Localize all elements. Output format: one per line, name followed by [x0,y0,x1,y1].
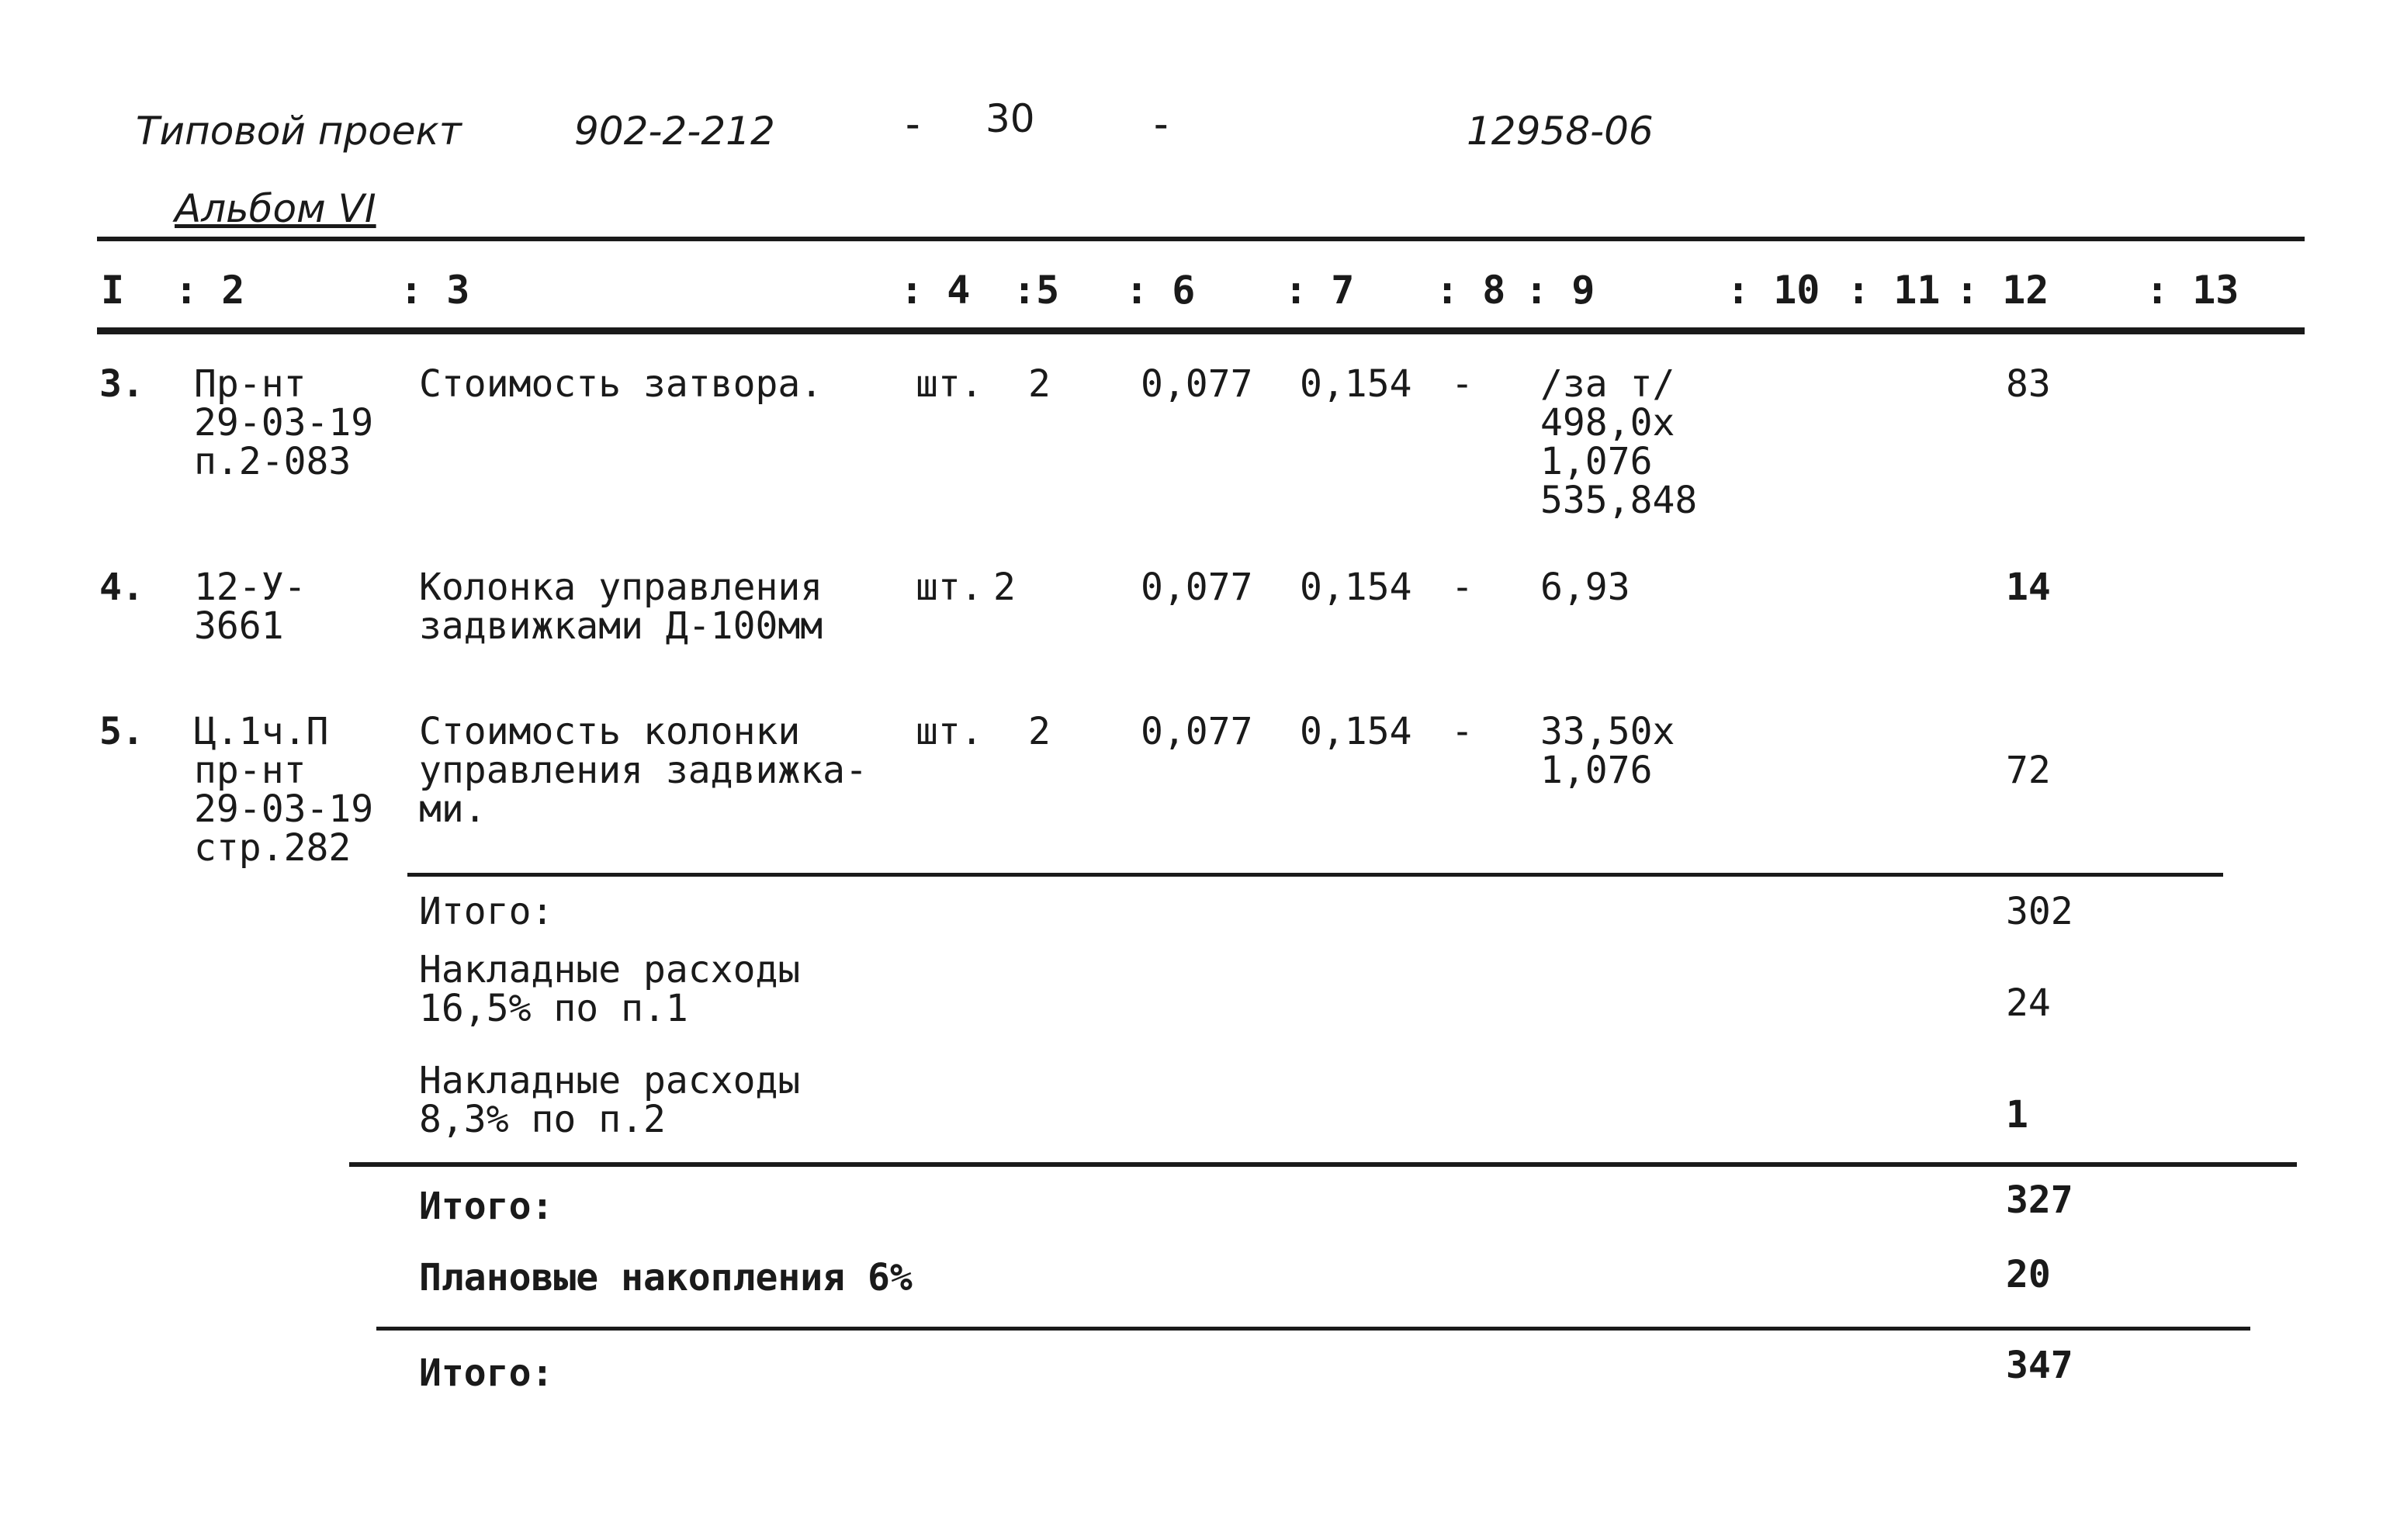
summary-label: Итого: [419,1351,554,1395]
row-col7: 0,154 [1300,566,1412,609]
row-col8: - [1451,710,1474,753]
summary-value: 20 [2006,1253,2051,1296]
row-unit: шт. [916,566,983,609]
row-col6: 0,077 [1141,362,1253,406]
row-description: Колонка управления задвижками Д-100мм [419,566,823,648]
row-number: 5. [99,710,144,753]
row-total: 14 [2006,566,2051,609]
header-dash-left: - [900,99,926,148]
summary-label: Плановые накопления 6% [419,1256,913,1299]
album-label: Альбом VI [175,186,376,231]
column-header-5: :5 [1013,268,1060,313]
summary-value: 24 [2006,981,2051,1025]
summary-label: Итого: [419,890,554,933]
column-header-4: : 4 [900,268,971,313]
row-reference: Пр-нт 29-03-19 п.2-083 [194,362,374,483]
row-total: 72 [2006,749,2051,792]
page-number: 30 [985,96,1035,141]
row-unit: шт. [916,362,983,406]
column-header-9: : 9 [1525,268,1595,313]
column-header-2: : 2 [175,268,245,313]
project-label: Типовой проект [136,109,462,154]
header-bottom-rule [97,327,2305,334]
row-total: 83 [2006,362,2051,406]
header-dash-right: - [1148,99,1174,148]
row-col9: 6,93 [1540,566,1630,609]
row-col9: 33,50х 1,076 [1540,710,1675,792]
document-number: 12958-06 [1467,109,1654,154]
project-code: 902-2-212 [574,109,775,154]
row-col6: 0,077 [1141,710,1253,753]
summary-label: Итого: [419,1185,554,1228]
summary-label: Накладные расходы 8,3% по п.2 [419,1059,801,1141]
grand-total-rule [376,1327,2250,1331]
column-header-1: I [101,268,125,313]
subtotal-rule [407,873,2223,877]
row-number: 3. [99,362,144,406]
row-unit: шт. [916,710,983,753]
row-description: Стоимость затвора. [419,362,823,406]
row-col9: /за т/ 498,0х 1,076 535,848 [1540,362,1698,522]
row-number: 4. [99,566,144,609]
column-header-3: : 3 [400,268,470,313]
row-col7: 0,154 [1300,362,1412,406]
table-top-rule [97,237,2305,241]
row-col8: - [1451,566,1474,609]
summary-label: Накладные расходы 16,5% по п.1 [419,948,801,1030]
summary-value: 302 [2006,890,2073,933]
column-header-12: : 12 [1955,268,2049,313]
column-header-10: : 10 [1727,268,1820,313]
column-header-11: : 11 [1847,268,1941,313]
summary-value: 347 [2006,1344,2073,1387]
column-header-7: : 7 [1284,268,1355,313]
column-header-8: : 8 [1436,268,1506,313]
column-header-6: : 6 [1125,268,1196,313]
row-reference: Ц.1ч.П пр-нт 29-03-19 стр.282 [194,710,374,870]
row-col8: - [1451,362,1474,406]
total-rule [349,1162,2297,1167]
row-quantity: 2 [993,566,1016,609]
row-reference: 12-У- 3661 [194,566,307,648]
column-header-13: : 13 [2146,268,2239,313]
row-quantity: 2 [1028,710,1051,753]
row-col7: 0,154 [1300,710,1412,753]
summary-value: 1 [2006,1093,2028,1137]
row-description: Стоимость колонки управления задвижка- ми. [419,710,868,831]
summary-value: 327 [2006,1178,2073,1222]
row-quantity: 2 [1028,362,1051,406]
row-col6: 0,077 [1141,566,1253,609]
